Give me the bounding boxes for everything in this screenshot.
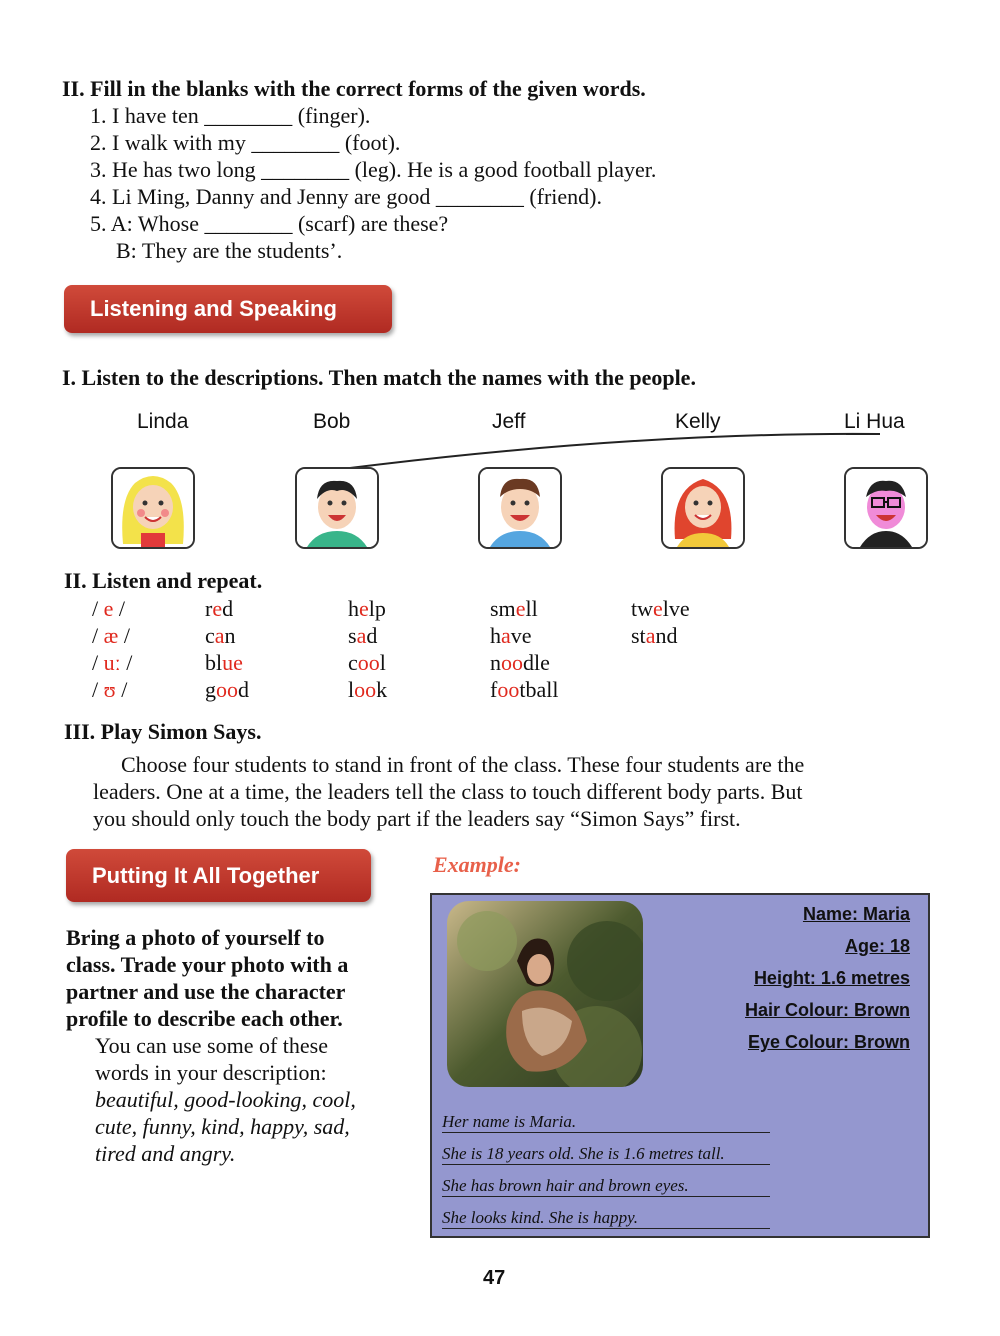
portrait-linda (111, 467, 195, 549)
profile-desc-3: She has brown hair and brown eyes. (442, 1176, 770, 1197)
profile-desc-1: Her name is Maria. (442, 1112, 770, 1133)
phonics-word: cool (348, 650, 386, 675)
portrait-kelly (661, 467, 745, 549)
phonics-word: stand (631, 623, 678, 648)
fill-blank-line-3: 3. He has two long ________ (leg). He is a good football player. (90, 157, 657, 182)
together-italic-3: tired and angry. (95, 1141, 236, 1166)
together-italic-1: beautiful, good-looking, cool, (95, 1087, 356, 1112)
phonics-word: have (490, 623, 532, 648)
profile-eye: Eye Colour: Brown (747, 1032, 910, 1052)
name-kelly: Kelly (675, 410, 721, 433)
phonics-sound: / uː / (92, 650, 133, 675)
portrait-li-hua (844, 467, 928, 549)
fill-blank-line-5: 5. A: Whose ________ (scarf) are these? (90, 211, 449, 236)
fill-blank-line-4: 4. Li Ming, Danny and Jenny are good ________ (friend). (90, 184, 603, 209)
phonics-word: can (205, 623, 236, 648)
phonics-word: football (490, 677, 559, 702)
match-heading: I. Listen to the descriptions. Then match the names with the people. (62, 365, 696, 390)
profile-desc-4: She looks kind. She is happy. (442, 1208, 770, 1229)
phonics-word: twelve (631, 596, 690, 621)
banner-listening-speaking: Listening and Speaking (64, 285, 392, 333)
phonics-sound: / e / (92, 596, 126, 621)
name-li-hua: Li Hua (844, 410, 905, 433)
portrait-bob (295, 467, 379, 549)
profile-name: Name: Maria (802, 904, 910, 924)
phonics-sound: / ʊ / (92, 677, 128, 702)
phonics-sound: / æ / (92, 623, 130, 648)
simon-heading: III. Play Simon Says. (64, 719, 262, 744)
page-number: 47 (483, 1267, 506, 1289)
profile-desc-2: She is 18 years old. She is 1.6 metres tall. (442, 1144, 770, 1165)
name-jeff: Jeff (492, 410, 526, 433)
together-line-4: profile to describe each other. (66, 1006, 343, 1031)
phonics-word: noodle (490, 650, 550, 675)
profile-photo (447, 901, 643, 1087)
simon-line-3: you should only touch the body part if the leaders say “Simon Says” first. (93, 806, 741, 831)
banner-putting-together: Putting It All Together (66, 849, 371, 902)
profile-height: Height: 1.6 metres (753, 968, 910, 988)
repeat-heading: II. Listen and repeat. (64, 568, 263, 593)
fill-blank-line-1: 1. I have ten ________ (finger). (90, 103, 371, 128)
together-line-1: Bring a photo of yourself to (66, 925, 325, 950)
profile-age: Age: 18 (844, 936, 910, 956)
together-line-3: partner and use the character (66, 979, 346, 1004)
phonics-word: sad (348, 623, 378, 648)
phonics-word: look (348, 677, 388, 702)
profile-hair: Hair Colour: Brown (745, 1000, 910, 1020)
phonics-word: blue (205, 650, 243, 675)
fill-blanks-heading: II. Fill in the blanks with the correct forms of the given words. (62, 76, 646, 101)
simon-line-1: Choose four students to stand in front of the class. These four students are the (121, 752, 805, 777)
together-line-2: class. Trade your photo with a (66, 952, 349, 977)
together-plain-1: You can use some of these (95, 1033, 329, 1058)
together-plain-2: words in your description: (95, 1060, 327, 1085)
phonics-word: smell (490, 596, 538, 621)
fill-blank-line-2: 2. I walk with my ________ (foot). (90, 130, 401, 155)
example-label: Example: (433, 852, 521, 877)
profile-card (430, 893, 930, 1238)
name-bob: Bob (313, 410, 351, 433)
name-linda: Linda (137, 410, 189, 433)
simon-line-2: leaders. One at a time, the leaders tell the class to touch different body parts. But (93, 779, 803, 804)
phonics-word: help (348, 596, 386, 621)
fill-blank-line-5b: B: They are the students’. (116, 238, 343, 263)
together-italic-2: cute, funny, kind, happy, sad, (95, 1114, 350, 1139)
phonics-word: red (205, 596, 234, 621)
phonics-word: good (205, 677, 249, 702)
portrait-jeff (478, 467, 562, 549)
